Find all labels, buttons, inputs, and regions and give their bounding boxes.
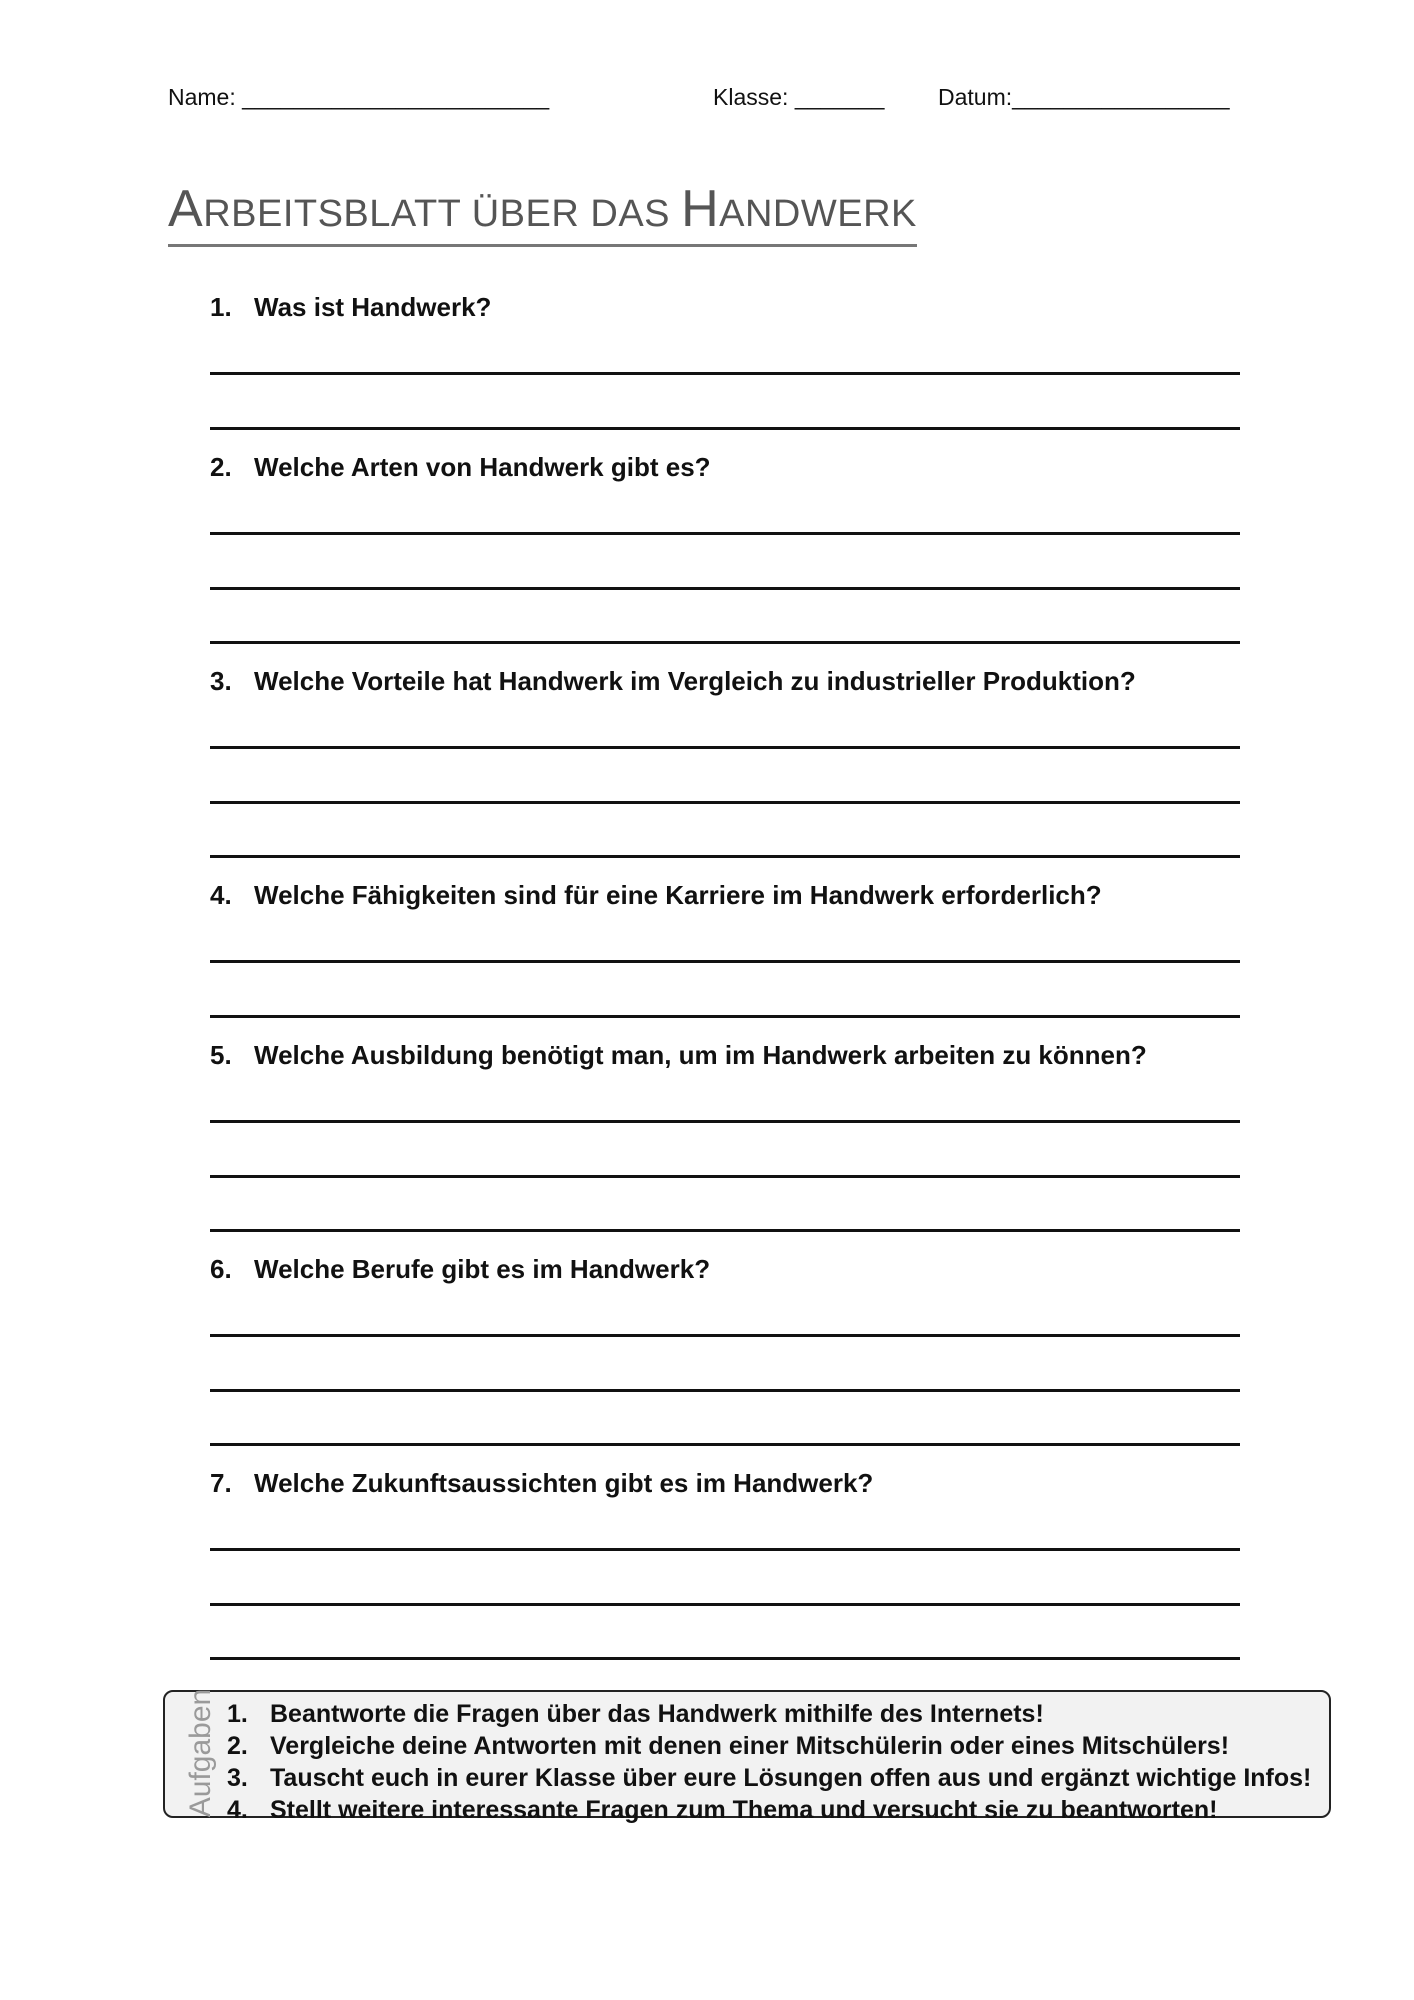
- question-number: 7.: [210, 1468, 232, 1498]
- question-number: 2.: [210, 452, 232, 482]
- question-6: [210, 1254, 1240, 1290]
- answer-line[interactable]: [210, 587, 1240, 590]
- question-5: [210, 1040, 1240, 1076]
- task-text: Beantworte die Fragen über das Handwerk mithilfe des Internets!: [270, 1700, 1044, 1728]
- answer-line[interactable]: [210, 1389, 1240, 1392]
- question-3: [210, 666, 1240, 702]
- tasks-label: Aufgaben: [184, 1688, 217, 1818]
- task-item: [227, 1732, 1229, 1761]
- question-2: [210, 452, 1240, 488]
- question-4: [210, 880, 1240, 916]
- answer-line[interactable]: [210, 1548, 1240, 1551]
- task-item: [227, 1700, 1044, 1729]
- datum-field[interactable]: Datum:_________________: [938, 84, 1230, 110]
- question-text: Welche Vorteile hat Handwerk im Vergleich zu industrieller Produktion?: [254, 666, 1136, 696]
- task-number: 4.: [227, 1796, 248, 1824]
- question-number: 4.: [210, 880, 232, 910]
- answer-line[interactable]: [210, 1175, 1240, 1178]
- answer-line[interactable]: [210, 1443, 1240, 1446]
- question-1: [210, 292, 1240, 328]
- answer-line[interactable]: [210, 427, 1240, 430]
- task-text: Tauscht euch in eurer Klasse über eure Lösungen offen aus und ergänzt wichtige Infos!: [270, 1764, 1312, 1792]
- task-text: Vergleiche deine Antworten mit denen einer Mitschülerin oder eines Mitschülers!: [270, 1732, 1230, 1760]
- name-field[interactable]: Name: ________________________: [168, 84, 550, 110]
- answer-line[interactable]: [210, 801, 1240, 804]
- question-number: 3.: [210, 666, 232, 696]
- task-number: 1.: [227, 1700, 248, 1728]
- question-number: 5.: [210, 1040, 232, 1070]
- answer-line[interactable]: [210, 1120, 1240, 1123]
- answer-line[interactable]: [210, 1015, 1240, 1018]
- tasks-box: [163, 1688, 1331, 1824]
- task-number: 3.: [227, 1764, 248, 1792]
- answer-line[interactable]: [210, 1657, 1240, 1660]
- page-title: [168, 178, 917, 247]
- title-initial-a: A: [168, 180, 204, 238]
- answer-line[interactable]: [210, 641, 1240, 644]
- title-part-2: ANDWERK: [719, 193, 917, 235]
- answer-line[interactable]: [210, 1603, 1240, 1606]
- answer-line[interactable]: [210, 532, 1240, 535]
- title-part-1: RBEITSBLATT ÜBER DAS: [203, 193, 682, 235]
- answer-line[interactable]: [210, 746, 1240, 749]
- question-text: Was ist Handwerk?: [254, 292, 492, 322]
- answer-line[interactable]: [210, 1334, 1240, 1337]
- question-text: Welche Fähigkeiten sind für eine Karriere im Handwerk erforderlich?: [254, 880, 1102, 910]
- task-item: [227, 1764, 1311, 1793]
- answer-line[interactable]: [210, 1229, 1240, 1232]
- task-item: [227, 1796, 1217, 1825]
- answer-line[interactable]: [210, 960, 1240, 963]
- header: [168, 84, 1258, 114]
- task-number: 2.: [227, 1732, 248, 1760]
- answer-line[interactable]: [210, 855, 1240, 858]
- question-number: 1.: [210, 292, 232, 322]
- title-initial-h: H: [681, 180, 720, 238]
- question-text: Welche Arten von Handwerk gibt es?: [254, 452, 711, 482]
- question-number: 6.: [210, 1254, 232, 1284]
- question-text: Welche Zukunftsaussichten gibt es im Handwerk?: [254, 1468, 874, 1498]
- question-text: Welche Ausbildung benötigt man, um im Handwerk arbeiten zu können?: [254, 1040, 1147, 1070]
- question-7: [210, 1468, 1240, 1504]
- question-text: Welche Berufe gibt es im Handwerk?: [254, 1254, 711, 1284]
- answer-line[interactable]: [210, 372, 1240, 375]
- task-text: Stellt weitere interessante Fragen zum Thema und versucht sie zu beantworten!: [270, 1796, 1218, 1824]
- klasse-field[interactable]: Klasse: _______: [713, 84, 885, 110]
